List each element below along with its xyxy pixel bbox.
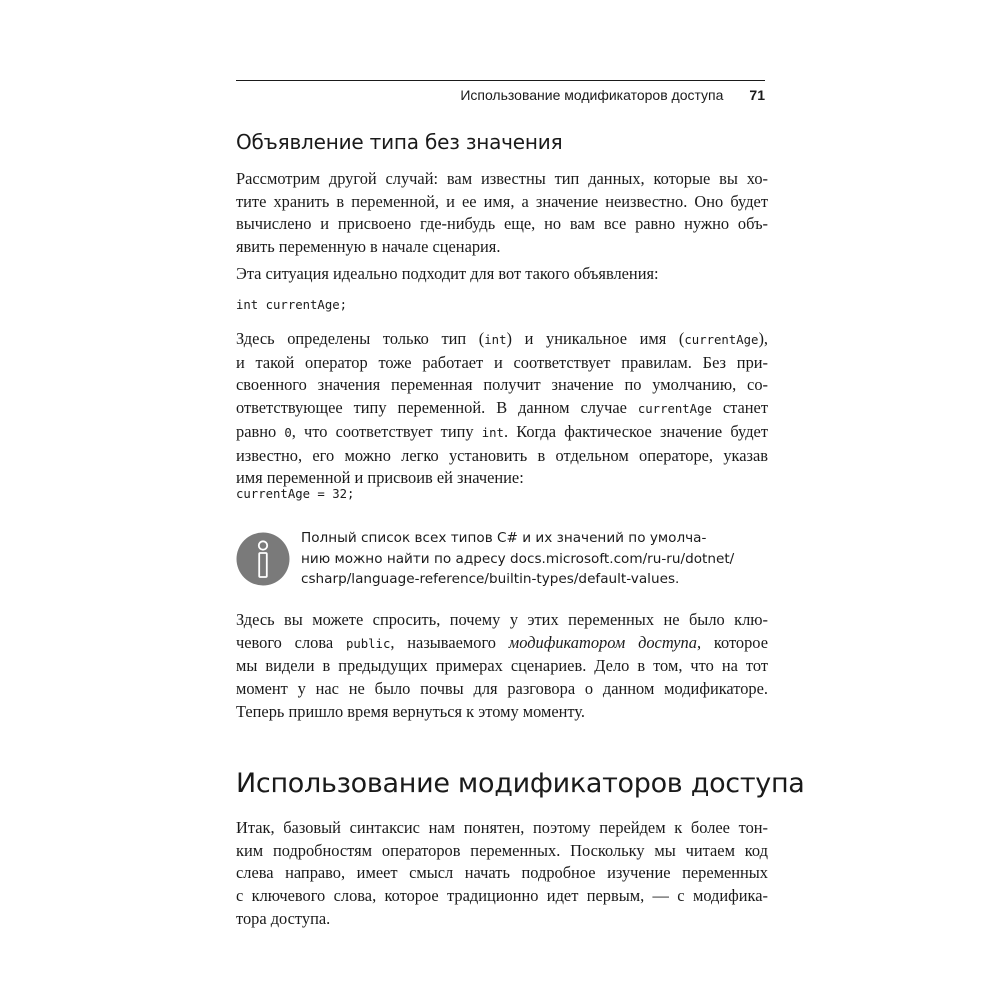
text-line: слева направо, имеет смысл начать подробное изучение переменных [236, 863, 768, 883]
paragraph [236, 328, 768, 490]
text: , называемого [390, 632, 509, 652]
inline-code: int [481, 425, 504, 440]
text-line: с ключевого слова, которое традиционно идет первым, — с модифика- [236, 886, 768, 906]
text: ), [758, 329, 768, 348]
text: . Когда фактическое значение будет [503, 421, 768, 441]
text-line: Итак, базовый синтаксис нам понятен, поэтому перейдем к более тон- [236, 818, 768, 837]
text: равно [236, 421, 285, 441]
text-line: Рассмотрим другой случай: вам известны тип данных, которые вы хо- [236, 169, 768, 188]
info-note [301, 528, 741, 590]
text-line [236, 328, 768, 352]
text-line [236, 397, 768, 421]
paragraph [236, 817, 768, 931]
info-icon [236, 532, 290, 586]
page-number: 71 [749, 87, 765, 103]
note-line: Полный список всех типов C# и их значений по умолча- [301, 530, 707, 546]
text-line: мы видели в предыдущих примерах сценариев. Дело в том, что на тот [236, 656, 768, 676]
text-line: своенного значения переменная получит значение по умолчанию, со- [236, 375, 768, 395]
text-line: Здесь вы можете спросить, почему у этих переменных не было клю- [236, 610, 768, 629]
note-line: нию можно найти по адресу docs.microsoft.com/ru-ru/dotnet/ [301, 550, 735, 567]
paragraph [236, 168, 768, 259]
section-heading: Объявление типа без значения [236, 130, 563, 154]
text-line: момент у нас не было почвы для разговора о данном модификаторе. [236, 679, 768, 699]
text: станет [711, 398, 768, 418]
text-line [236, 421, 768, 445]
text-line: Теперь пришло время вернуться к этому моменту. [236, 701, 586, 721]
text-line: тора доступа. [236, 908, 331, 928]
text: ) и уникальное имя ( [506, 329, 685, 348]
section-heading-main: Использование модификаторов доступа [236, 768, 805, 799]
inline-code: currentAge [684, 333, 759, 347]
text: Здесь определены только тип ( [236, 329, 485, 348]
text-line: и такой оператор тоже работает и соответствует правилам. Без при- [236, 352, 768, 372]
text-line: явить переменную в начале сценария. [236, 237, 501, 257]
header-rule [236, 80, 765, 81]
note-line: csharp/language-reference/builtin-types/default-values. [301, 571, 680, 587]
paragraph [236, 609, 768, 724]
inline-code: currentAge [637, 402, 712, 417]
code-block: int currentAge; [236, 298, 348, 312]
text-line: Эта ситуация идеально подходит для вот такого объявления: [236, 264, 659, 283]
code-block: currentAge = 32; [236, 487, 355, 501]
emphasis: модификатором доступа [508, 632, 697, 652]
paragraph [236, 263, 768, 286]
inline-code: public [345, 636, 391, 651]
inline-code: 0 [284, 425, 292, 440]
text: чевого слова [236, 632, 346, 652]
running-header-title: Использование модификаторов доступа [460, 87, 724, 103]
text-line: ким подробностям операторов переменных. Поскольку мы читаем код [236, 840, 768, 860]
inline-code: int [484, 333, 507, 347]
text-line: имя переменной и присвоив ей значение: [236, 468, 524, 488]
text-line: известно, его можно легко установить в отдельном операторе, указав [236, 445, 768, 465]
text-line [236, 632, 768, 656]
text-line: вычислено и присвоено где-нибудь еще, но вам все равно нужно объ- [236, 214, 768, 234]
text: , которое [696, 632, 768, 652]
running-header [236, 84, 765, 106]
text-line: тите хранить в переменной, и ее имя, а значение неизвестно. Оно будет [236, 191, 768, 211]
text: ответствующее типу переменной. В данном случае [236, 398, 638, 418]
text: , что соответствует типу [291, 421, 482, 441]
